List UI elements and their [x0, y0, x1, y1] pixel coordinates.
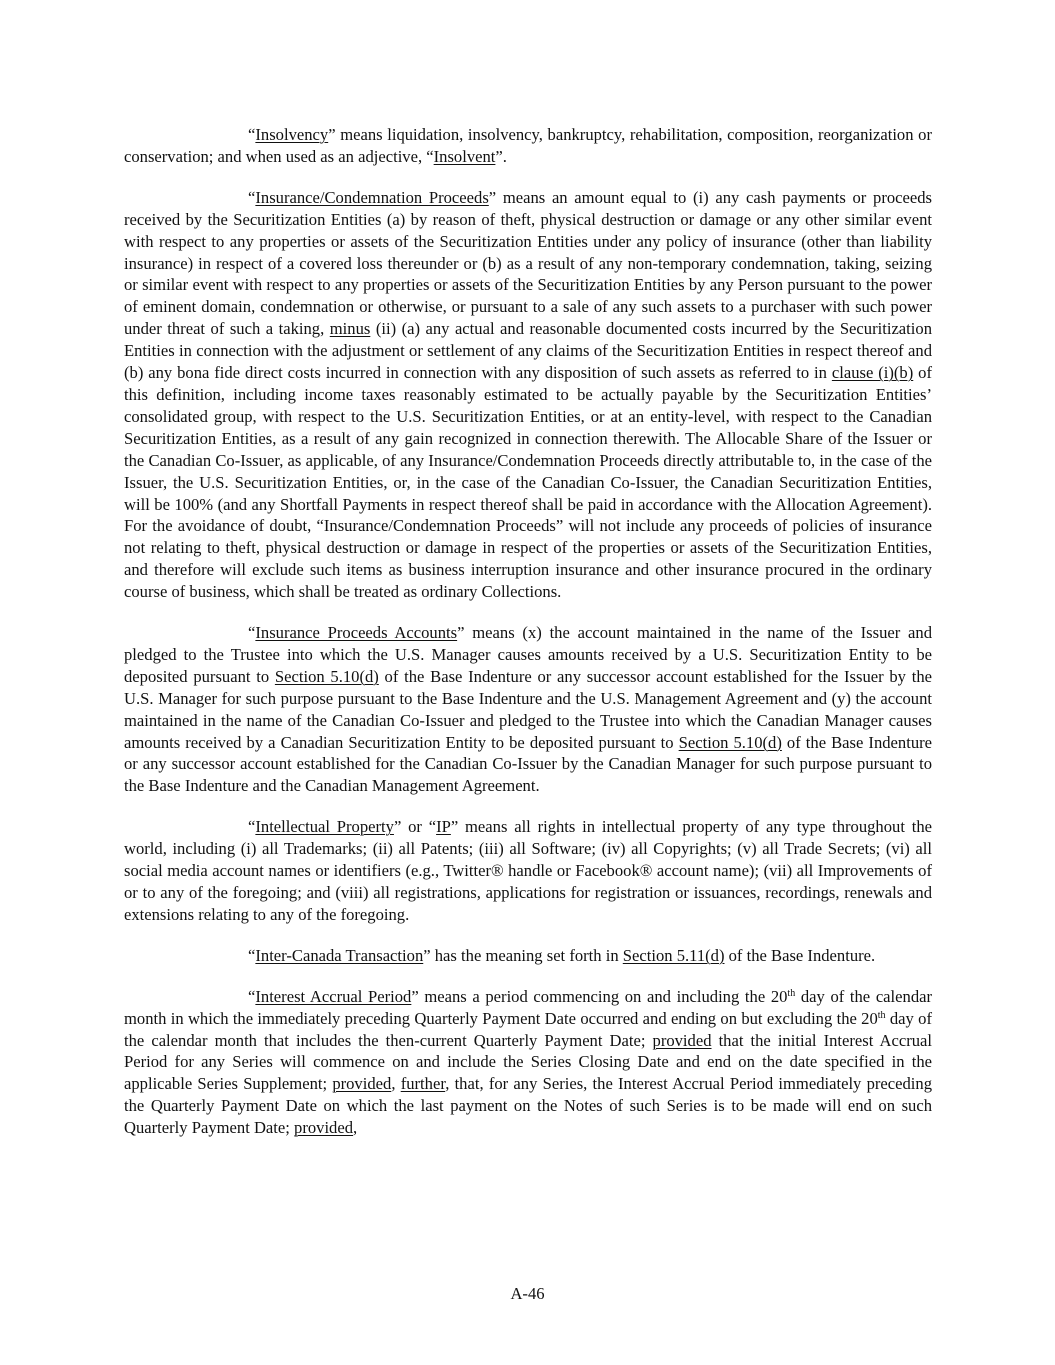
definition-interest-accrual-period: “Interest Accrual Period” means a period commencing on and including the 20th day of the calendar month in which the immediately preceding Quarterly Payment Date occurred and ending on but excluding the 20th day of the calendar month that includes the then-current Quarterly Payment Date; provided that the initial Interest Accrual Period for any Series will commence on and include the Series Closing Date and end on the date specified in the applicable Series Supplement; provided, further, that, for any Series, the Interest Accrual Period immediately preceding the Quarterly Payment Date on which the last payment on the Notes of such Series is to be made will end on such Quarterly Payment Date; provided, — [124, 986, 933, 1138]
underlined-text: provided — [294, 1118, 354, 1138]
underlined-text: minus — [329, 319, 371, 339]
defined-term: Insolvent — [433, 146, 496, 166]
underlined-text: provided — [332, 1074, 392, 1094]
ordinal-suffix: th — [787, 987, 796, 999]
section-reference: Section 5.10(d) — [274, 666, 379, 686]
section-reference: Section 5.11(d) — [622, 945, 725, 965]
document-page — [124, 124, 932, 1139]
underlined-text: further — [400, 1074, 446, 1094]
definition-insolvency: “Insolvency” means liquidation, insolvency, bankruptcy, rehabilitation, composition, reorganization or conservation; and when used as an adjective, “Insolvent”. — [124, 125, 932, 166]
defined-term: Inter-Canada Transaction — [255, 945, 424, 965]
defined-term: Intellectual Property — [255, 817, 394, 837]
definition-insurance-proceeds-accounts: “Insurance Proceeds Accounts” means (x) the account maintained in the name of the Issuer and pledged to the Trustee into which the U.S. Manager causes amounts received by a U.S. Securitization Entity to be deposited pursuant to Section 5.10(d) of the Base Indenture or any successor account established for the Issuer by the U.S. Manager for such purpose pursuant to the Base Indenture and the U.S. Management Agreement and (y) the account maintained in the name of the Canadian Co-Issuer and pledged to the Trustee into which the Canadian Manager causes amounts received by a Canadian Securitization Entity to be deposited pursuant to Section 5.10(d) of the Base Indenture or any successor account established for the Canadian Co-Issuer by the Canadian Manager for such purpose pursuant to the Base Indenture and the Canadian Management Agreement. — [124, 623, 933, 796]
defined-term: Insolvency — [255, 125, 329, 144]
defined-term: Interest Accrual Period — [255, 986, 412, 1006]
defined-term: IP — [436, 817, 451, 837]
ordinal-suffix: th — [877, 1009, 886, 1021]
underlined-text: provided — [652, 1030, 712, 1050]
section-reference: Section 5.10(d) — [678, 732, 782, 752]
page-number: A-46 — [510, 1284, 545, 1303]
defined-term: Insurance/Condemnation Proceeds — [255, 187, 489, 207]
definition-inter-canada-transaction: “Inter-Canada Transaction” has the meaning set forth in Section 5.11(d) of the Base Indenture. — [248, 945, 876, 965]
clause-reference: clause (i)(b) — [831, 363, 914, 383]
definition-insurance-condemnation-proceeds: “Insurance/Condemnation Proceeds” means an amount equal to (i) any cash payments or proceeds received by the Securitization Entities (a) by reason of theft, physical destruction or damage or any other similar event with respect to any properties or assets of the Securitization Entities under any policy of insurance (other than liability insurance) in respect of a covered loss thereunder or (b) as a result of any non-temporary condemnation, taking, seizing or similar event with respect to any properties or assets of the Securitization Entities by any Person pursuant to the power of eminent domain, condemnation or otherwise, or pursuant to a sale of any such assets to a purchaser with such power under threat of such a taking, minus (ii) (a) any actual and reasonable documented costs incurred by the Securitization Entities in connection with the adjustment or settlement of any claims of the Securitization Entities in respect thereof and (b) any bona fide direct costs incurred in connection with any disposition of such assets as referred to in clause (i)(b) of this definition, including income taxes reasonably estimated to be actually payable by the Securitization Entities’ consolidated group, with respect to the U.S. Securitization Entities, or at an entity-level, with respect to the Canadian Securitization Entities, as a result of any gain recognized in connection therewith. The Allocable Share of the Issuer or the Canadian Co-Issuer, as applicable, of any Insurance/Condemnation Proceeds directly attributable to, in the case of the Issuer, the U.S. Securitization Entities, or, in the case of the Canadian Co-Issuer, the Canadian Securitization Entities, will be 100% (and any Shortfall Payments in respect thereof shall be paid in accordance with the Allocation Agreement). For the avoidance of doubt, “Insurance/Condemnation Proceeds” will not include any proceeds of policies of insurance not relating to theft, physical destruction or damage in respect of the properties or assets of the Securitization Entities, and therefore will exclude such items as business interruption insurance and other insurance procured in the ordinary course of business, which shall be treated as ordinary Collections. — [124, 187, 932, 602]
definition-intellectual-property: “Intellectual Property” or “IP” means all rights in intellectual property of any type throughout the world, including (i) all Trademarks; (ii) all Patents; (iii) all Software; (iv) all Copyrights; (v) all Trade Secrets; (vi) all social media account names or identifiers (e.g., Twitter® handle or Facebook® account name); (vii) all Improvements of or to any of the foregoing; and (viii) all registrations, applications for registration or issuances, recordings, renewals and extensions relating to any of the foregoing. — [124, 817, 932, 924]
defined-term: Insurance Proceeds Accounts — [255, 623, 458, 643]
